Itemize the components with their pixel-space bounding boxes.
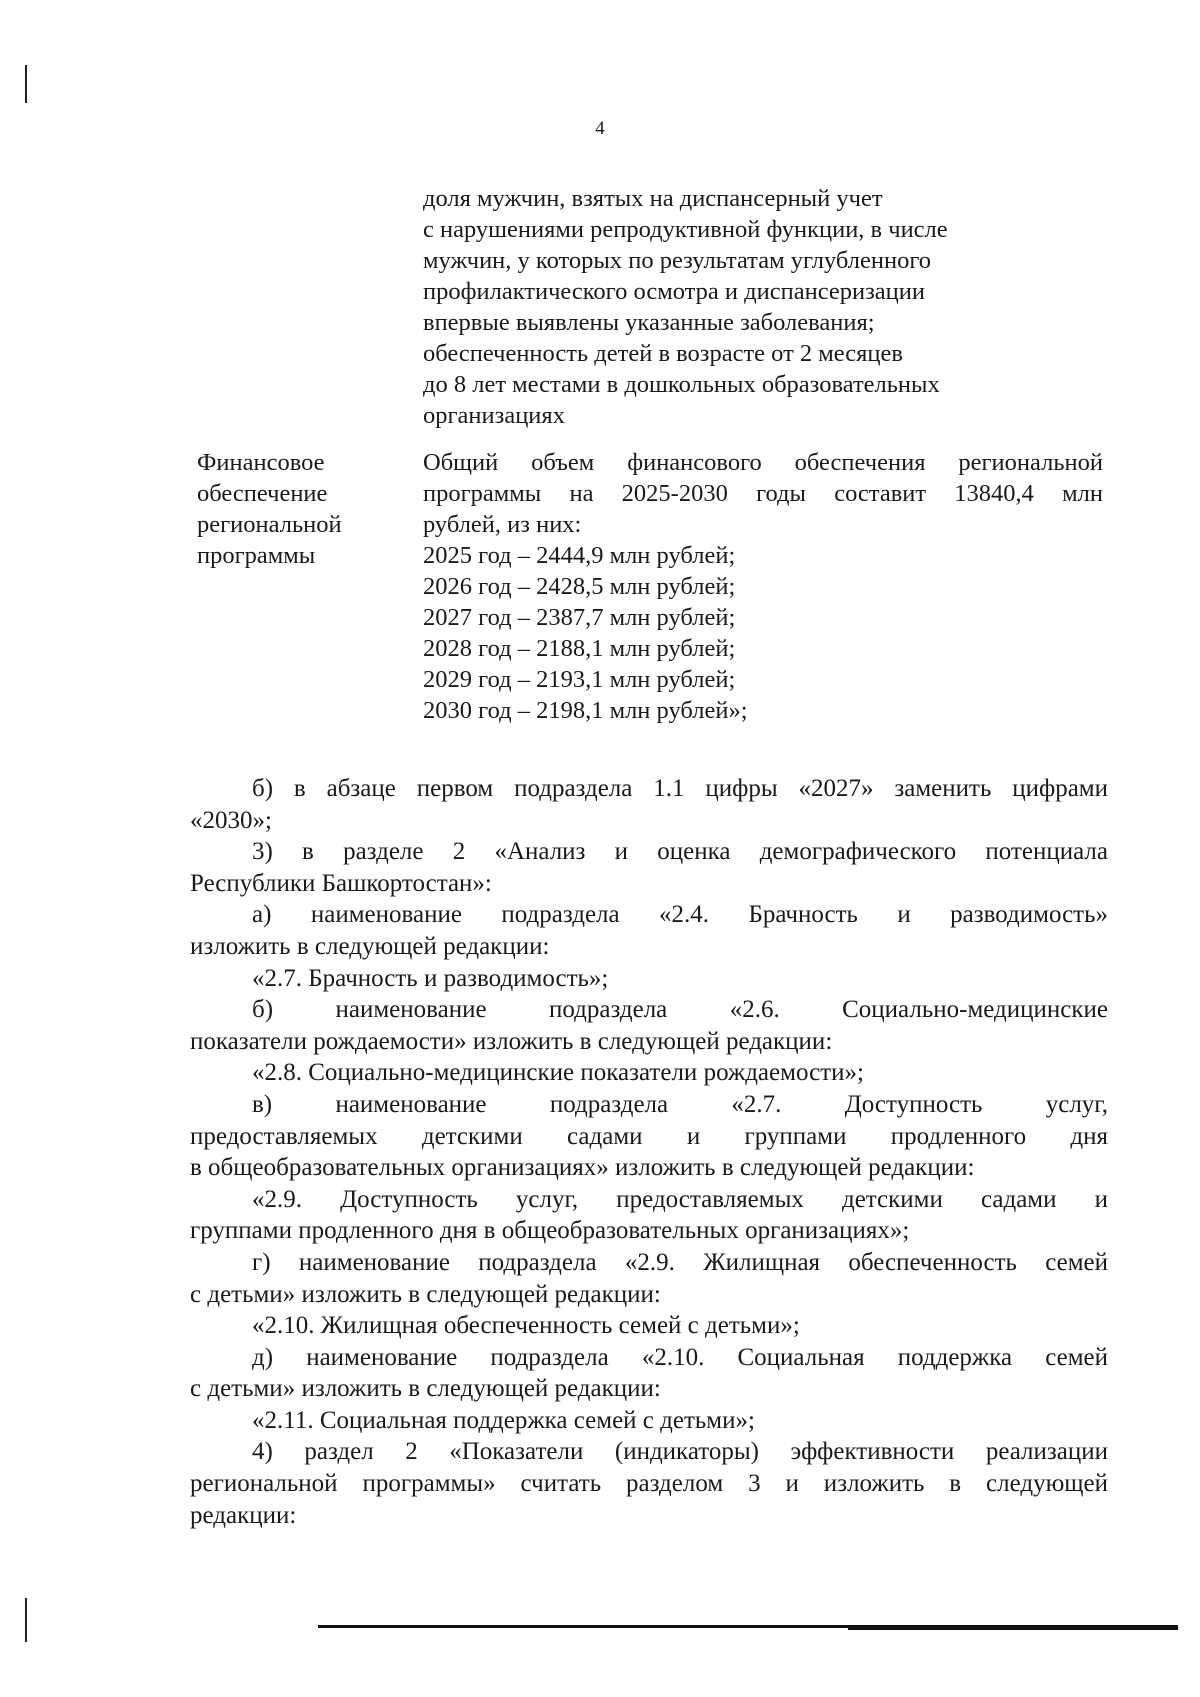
body-line: редакции: bbox=[190, 1501, 297, 1529]
body-line: 3) в разделе 2 «Анализ и оценка демографического потенциала bbox=[252, 838, 1108, 866]
body-line: изложить в следующей редакции: bbox=[190, 932, 550, 960]
finance-label-cell bbox=[197, 447, 407, 571]
finance-year-line: 2025 год – 2444,9 млн рублей; bbox=[423, 542, 736, 569]
body-line: б) в абзаце первом подраздела 1.1 цифры «2027» заменить цифрами bbox=[252, 775, 1108, 802]
body-line: г) наименование подраздела «2.9. Жилищная обеспеченность семей bbox=[252, 1248, 1108, 1276]
body-line: а) наименование подраздела «2.4. Брачность и разводимость» bbox=[252, 901, 1108, 929]
finance-year-line: 2027 год – 2387,7 млн рублей; bbox=[423, 604, 736, 631]
body-line: 4) раздел 2 «Показатели (индикаторы) эффективности реализации bbox=[252, 1438, 1108, 1466]
amendments-text bbox=[190, 773, 1108, 1531]
body-line: «2.11. Социальная поддержка семей с детьми»; bbox=[252, 1406, 755, 1434]
indicators-line: профилактического осмотра и диспансеризации bbox=[423, 278, 925, 305]
finance-label-line: Финансовое bbox=[197, 449, 325, 476]
body-line: «2.7. Брачность и разводимость»; bbox=[252, 964, 609, 992]
finance-year-line: 2029 год – 2193,1 млн рублей; bbox=[423, 666, 736, 693]
footer-rule bbox=[318, 1625, 1178, 1628]
scan-margin-mark-top bbox=[25, 65, 27, 103]
indicators-line: впервые выявлены указанные заболевания; bbox=[423, 309, 875, 336]
body-line: д) наименование подраздела «2.10. Социальная поддержка семей bbox=[252, 1343, 1108, 1371]
finance-year-line: 2028 год – 2188,1 млн рублей; bbox=[423, 635, 736, 662]
body-line: «2.9. Доступность услуг, предоставляемых детскими садами и bbox=[252, 1185, 1108, 1213]
finance-year-line: 2026 год – 2428,5 млн рублей; bbox=[423, 573, 736, 600]
scan-margin-mark-bottom bbox=[25, 1598, 27, 1642]
body-line: «2030»; bbox=[190, 806, 272, 834]
body-line: с детьми» изложить в следующей редакции: bbox=[190, 1280, 661, 1308]
finance-label-line: региональной bbox=[197, 511, 342, 538]
finance-label-line: обеспечение bbox=[197, 480, 328, 507]
body-line: в) наименование подраздела «2.7. Доступность услуг, bbox=[252, 1090, 1108, 1118]
finance-label-line: программы bbox=[197, 542, 316, 569]
finance-line: Общий объем финансового обеспечения региональной bbox=[423, 449, 1103, 476]
indicators-line: организациях bbox=[423, 402, 565, 429]
body-line: Республики Башкортостан»: bbox=[190, 869, 492, 897]
indicators-line: обеспеченность детей в возрасте от 2 месяцев bbox=[423, 340, 903, 367]
indicators-line: с нарушениями репродуктивной функции, в числе bbox=[423, 216, 948, 243]
body-line: в общеобразовательных организациях» изложить в следующей редакции: bbox=[190, 1154, 975, 1182]
indicators-line: доля мужчин, взятых на диспансерный учет bbox=[423, 185, 883, 212]
body-line: «2.10. Жилищная обеспеченность семей с детьми»; bbox=[252, 1312, 800, 1340]
finance-line: рублей, из них: bbox=[423, 511, 582, 538]
body-line: с детьми» изложить в следующей редакции: bbox=[190, 1375, 661, 1403]
indicators-line: до 8 лет местами в дошкольных образовательных bbox=[423, 371, 940, 398]
body-line: «2.8. Социально-медицинские показатели рождаемости»; bbox=[252, 1059, 864, 1087]
body-line: региональной программы» считать разделом 3 и изложить в следующей bbox=[190, 1470, 1108, 1498]
page-number: 4 bbox=[595, 118, 605, 139]
finance-year-line: 2030 год – 2198,1 млн рублей»; bbox=[423, 697, 748, 724]
indicators-line: мужчин, у которых по результатам углубленного bbox=[423, 247, 932, 274]
finance-cell bbox=[423, 447, 1103, 726]
body-line: группами продленного дня в общеобразовательных организациях»; bbox=[190, 1217, 910, 1245]
finance-line: программы на 2025-2030 годы составит 13840,4 млн bbox=[423, 480, 1103, 507]
indicators-cell bbox=[423, 183, 1103, 431]
body-line: предоставляемых детскими садами и группами продленного дня bbox=[190, 1122, 1108, 1150]
body-line: б) наименование подраздела «2.6. Социально-медицинские bbox=[252, 996, 1108, 1024]
body-line: показатели рождаемости» изложить в следующей редакции: bbox=[190, 1027, 833, 1055]
